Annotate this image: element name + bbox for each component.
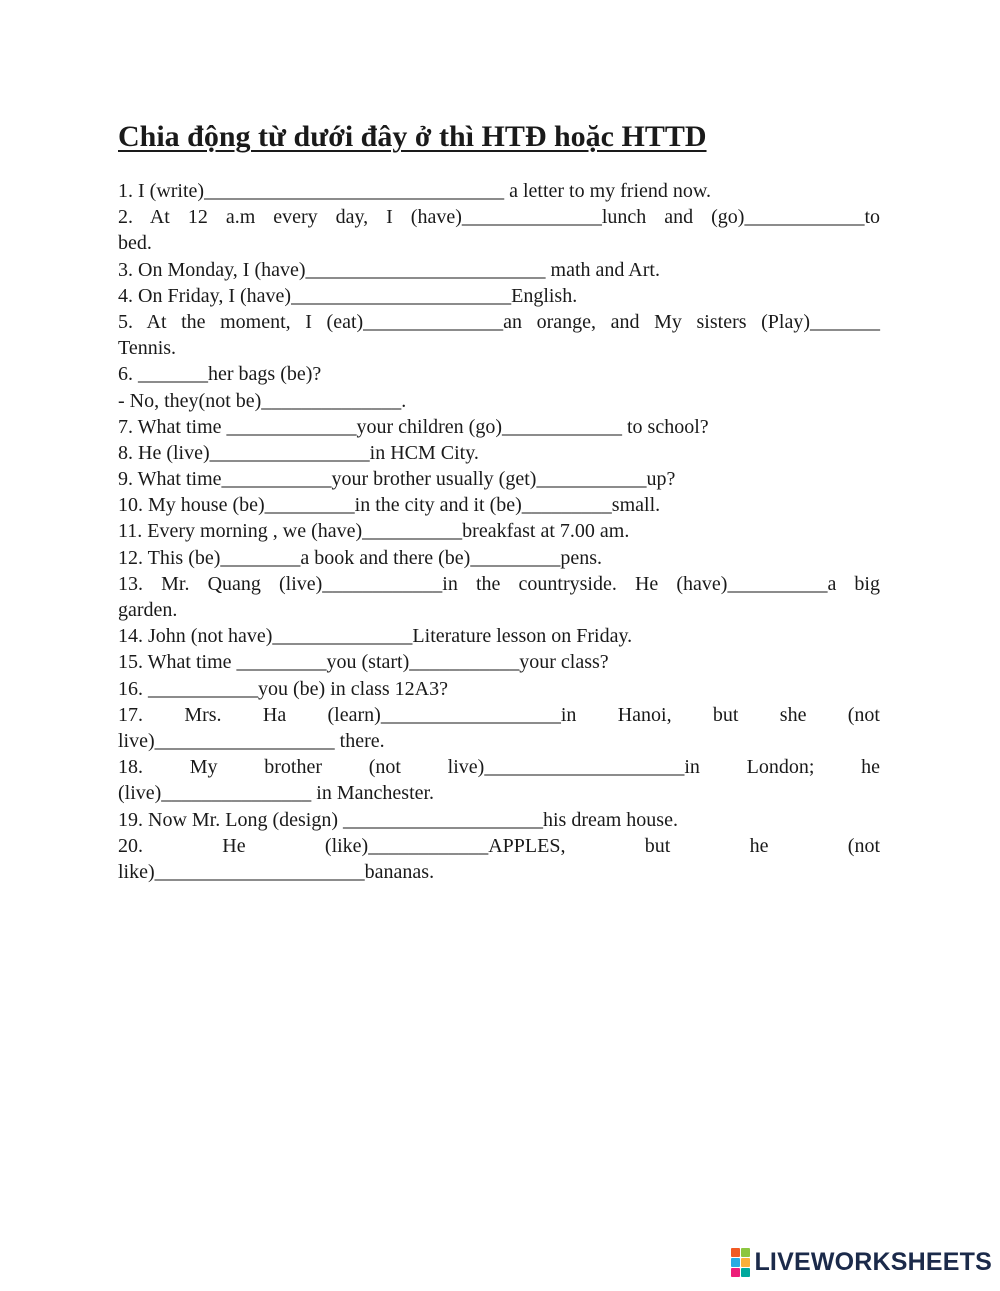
logo-square bbox=[731, 1258, 740, 1267]
exercise-line: - No, they(not be)______________. bbox=[118, 389, 407, 412]
exercise-line: bed. bbox=[118, 232, 152, 255]
exercise-list bbox=[118, 178, 880, 885]
exercise-line: 18. My brother (not live)____________________in London; he bbox=[118, 756, 880, 779]
exercise-line: 6. _______her bags (be)? bbox=[118, 363, 322, 386]
exercise-line: 5. At the moment, I (eat)______________an orange, and My sisters (Play)_______ bbox=[118, 310, 880, 333]
exercise-line: 9. What time___________your brother usually (get)___________up? bbox=[118, 468, 676, 491]
exercise-line: 13. Mr. Quang (live)____________in the countryside. He (have)__________a big bbox=[118, 572, 880, 595]
exercise-line: 15. What time _________you (start)___________your class? bbox=[118, 651, 609, 674]
exercise-line: (live)_______________ in Manchester. bbox=[118, 782, 435, 805]
exercise-line: 3. On Monday, I (have)________________________ math and Art. bbox=[118, 258, 660, 281]
worksheet-page bbox=[118, 118, 880, 885]
logo-square bbox=[741, 1268, 750, 1277]
exercise-line: 16. ___________you (be) in class 12A3? bbox=[118, 677, 448, 700]
exercise-line: 7. What time _____________your children (go)____________ to school? bbox=[118, 415, 709, 438]
worksheet-title: Chia động từ dưới đây ở thì HTĐ hoặc HTTD bbox=[118, 120, 707, 153]
exercise-line: garden. bbox=[118, 599, 178, 621]
liveworksheets-logo-icon bbox=[731, 1248, 750, 1277]
exercise-line: 12. This (be)________a book and there (be)_________pens. bbox=[118, 546, 602, 569]
exercise-line: 4. On Friday, I (have)______________________English. bbox=[118, 284, 578, 307]
logo-square bbox=[731, 1268, 740, 1277]
logo-square bbox=[731, 1248, 740, 1257]
exercise-line: 17. Mrs. Ha (learn)__________________in Hanoi, but she (not bbox=[118, 703, 880, 726]
logo-square bbox=[741, 1258, 750, 1267]
exercise-line: Tennis. bbox=[118, 337, 177, 360]
exercise-line: 10. My house (be)_________in the city and it (be)_________small. bbox=[118, 494, 661, 517]
liveworksheets-brand bbox=[731, 1248, 992, 1277]
exercise-line: 11. Every morning , we (have)__________breakfast at 7.00 am. bbox=[118, 520, 630, 543]
exercise-line: 14. John (not have)______________Literature lesson on Friday. bbox=[118, 625, 633, 648]
exercise-line: 1. I (write)______________________________ a letter to my friend now. bbox=[118, 180, 712, 202]
exercise-line: 2. At 12 a.m every day, I (have)______________lunch and (go)____________to bbox=[118, 206, 880, 229]
exercise-line: 8. He (live)________________in HCM City. bbox=[118, 441, 479, 464]
exercise-line: 19. Now Mr. Long (design) ____________________his dream house. bbox=[118, 808, 678, 831]
brand-name: LIVEWORKSHEETS bbox=[754, 1248, 992, 1276]
exercise-line: 20. He (like)____________APPLES, but he (not bbox=[118, 834, 880, 857]
logo-square bbox=[741, 1248, 750, 1257]
exercise-line: live)__________________ there. bbox=[118, 729, 385, 752]
exercise-line: like)_____________________bananas. bbox=[118, 860, 435, 883]
